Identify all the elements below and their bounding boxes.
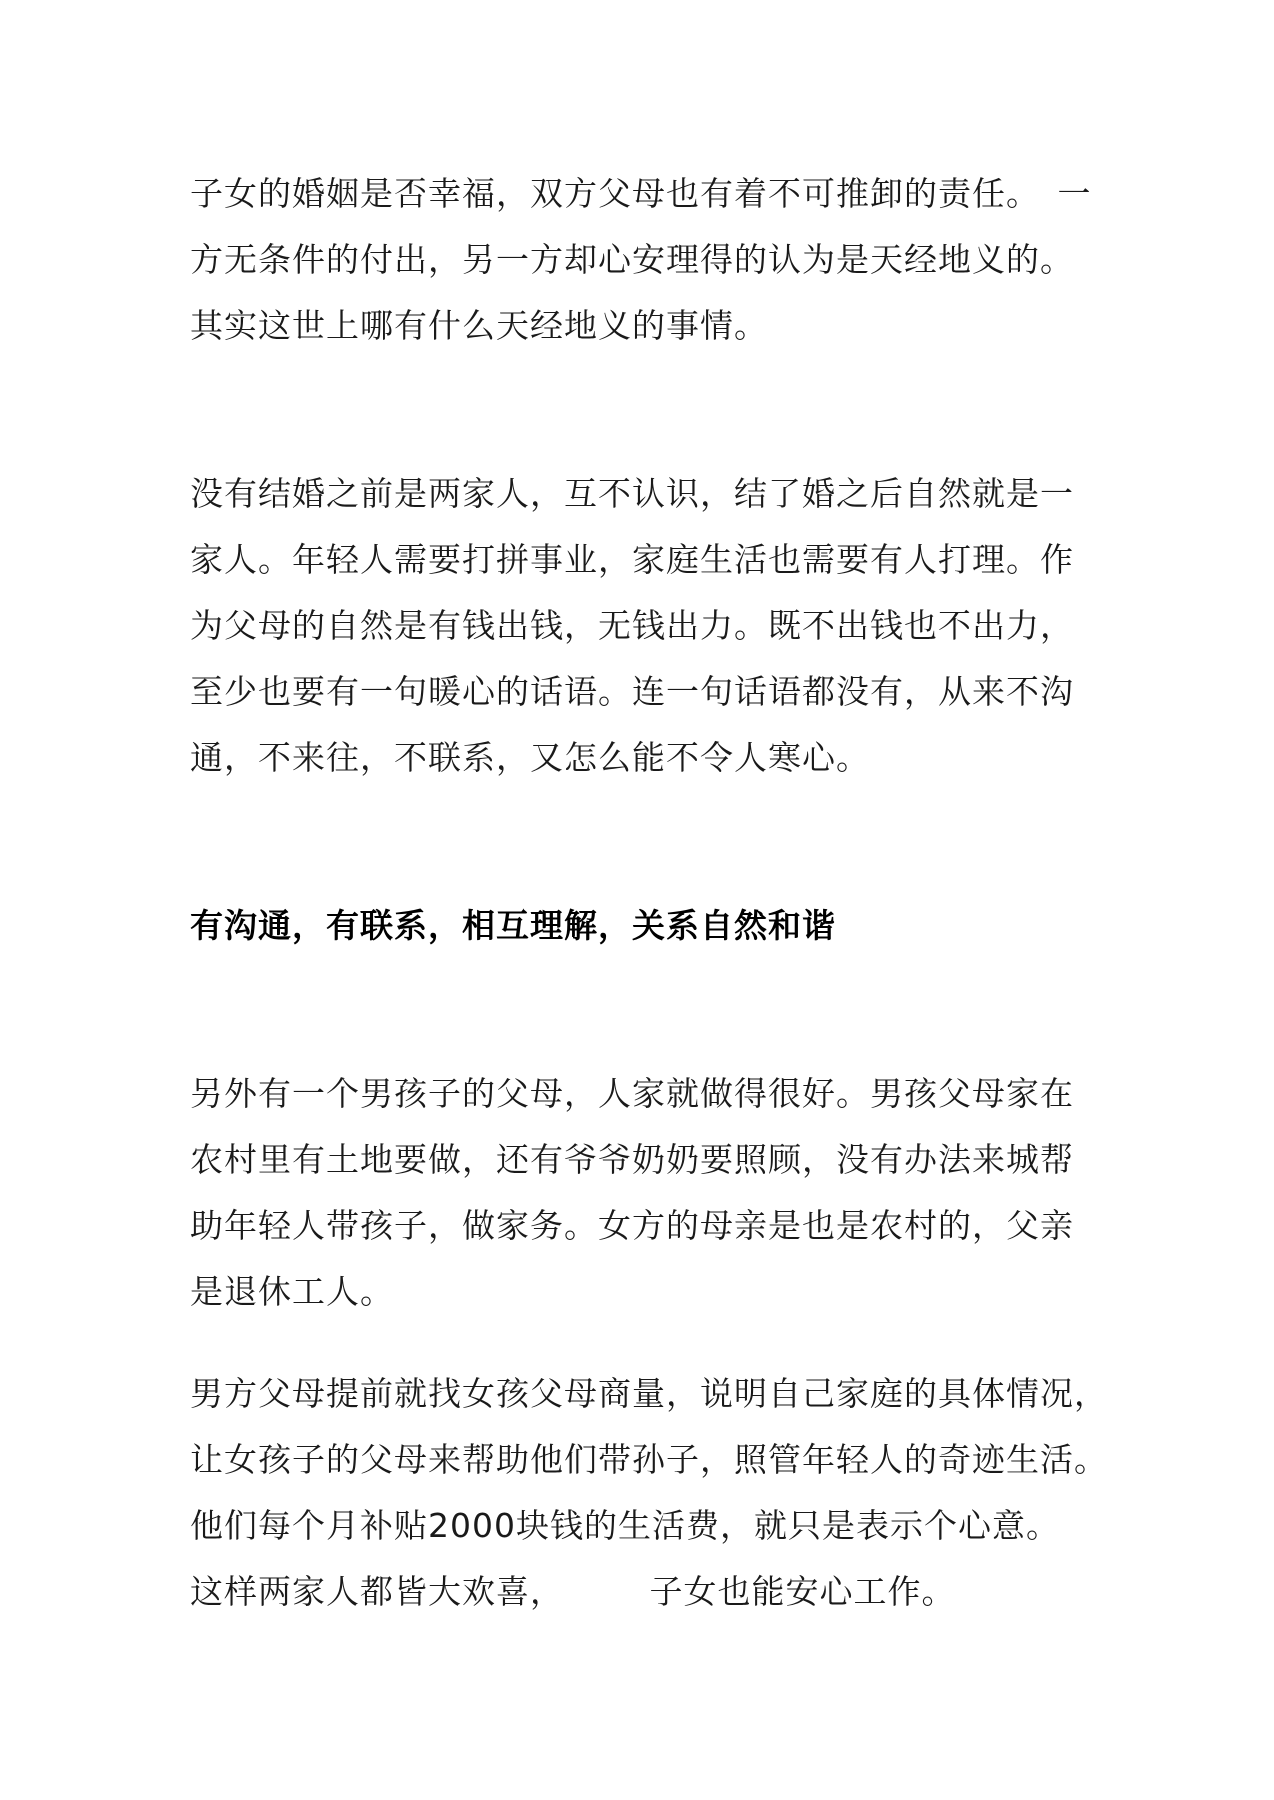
paragraph-2-line-1: 没有结婚之前是两家人，互不认识，结了婚之后自然就是一 — [190, 474, 1074, 513]
paragraph-3-line-3: 助年轻人带孩子，做家务。女方的母亲是也是农村的，父亲 — [190, 1206, 1074, 1245]
paragraph-1-line-3: 其实这世上哪有什么天经地义的事情。 — [190, 306, 768, 345]
paragraph-1-line-2: 方无条件的付出，另一方却心安理得的认为是天经地义的。 — [190, 240, 1074, 279]
paragraph-3-line-2: 农村里有土地要做，还有爷爷奶奶要照顾，没有办法来城帮 — [190, 1140, 1074, 1179]
paragraph-2-line-4: 至少也要有一句暖心的话语。连一句话语都没有，从来不沟 — [190, 672, 1074, 711]
paragraph-4-line-2: 让女孩子的父母来帮助他们带孙子，照管年轻人的奇迹生活。 — [190, 1440, 1108, 1479]
paragraph-1-line-1: 子女的婚姻是否幸福，双方父母也有着不可推卸的责任。 一 — [190, 174, 1092, 213]
paragraph-4-line-4: 这样两家人都皆大欢喜， 子女也能安心工作。 — [190, 1572, 956, 1611]
paragraph-3-line-4: 是退休工人。 — [190, 1272, 394, 1311]
paragraph-4-line-1: 男方父母提前就找女孩父母商量，说明自己家庭的具体情况， — [190, 1374, 1108, 1413]
section-heading: 有沟通，有联系，相互理解，关系自然和谐 — [190, 906, 836, 945]
paragraph-3-line-1: 另外有一个男孩子的父母，人家就做得很好。男孩父母家在 — [190, 1074, 1074, 1113]
paragraph-2-line-2: 家人。年轻人需要打拼事业，家庭生活也需要有人打理。作 — [190, 540, 1074, 579]
paragraph-4-line-3: 他们每个月补贴2000块钱的生活费，就只是表示个心意。 — [190, 1506, 1060, 1545]
paragraph-2-line-3: 为父母的自然是有钱出钱，无钱出力。既不出钱也不出力， — [190, 606, 1074, 645]
paragraph-2-line-5: 通，不来往，不联系，又怎么能不令人寒心。 — [190, 738, 870, 777]
